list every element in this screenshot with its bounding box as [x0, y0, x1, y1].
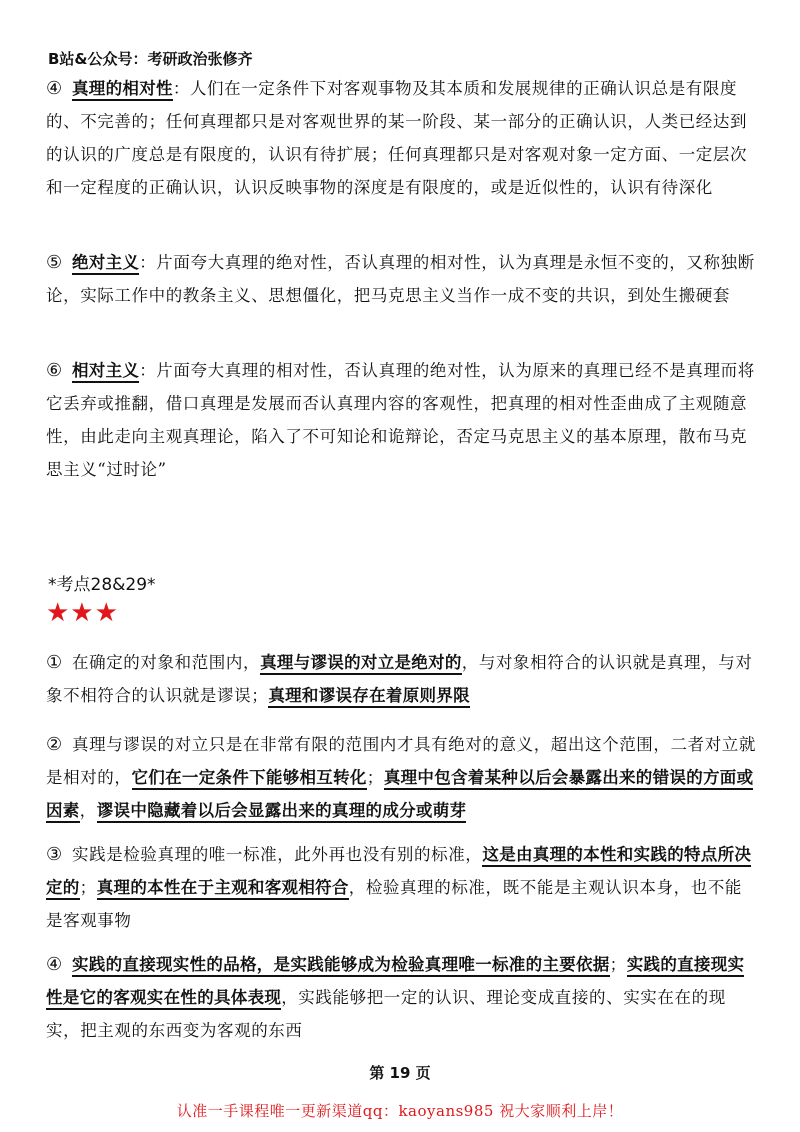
footer-notice: 认准一手课程唯一更新渠道qq：kaoyans985 祝大家顺利上岸！ — [176, 1102, 624, 1120]
key-phrase: 真理和谬误存在着原则界限 — [268, 686, 470, 708]
item-number: ④ — [46, 78, 63, 99]
key-phrase: 真理中包含着某种以后会暴露出来的错误的方面或因素 — [46, 768, 753, 823]
page-number: 第 19 页 — [369, 1064, 431, 1082]
key-phrase: 它们在一定条件下能够相互转化 — [132, 768, 367, 790]
key-phrase: 真理的相对性 — [72, 79, 173, 101]
item-number: ③ — [46, 844, 63, 865]
item-text — [46, 845, 751, 930]
section-title: *考点28&29* — [48, 575, 156, 595]
text-segment: ：片面夸大真理的相对性，否认真理的绝对性，认为原来的真理已经不是真理而将它丢弃或推翻，借口真理是发展而否认真理内容的客观性，把真理的相对性歪曲成了主观随意性，由此走向主观真理论，陷入了不可知论和诡辩论，否定马克思主义的基本原理，散布马克思主义“过时论” — [46, 361, 755, 479]
key-phrase: 真理与谬误的对立是绝对的 — [260, 653, 462, 675]
page-header: B站&公众号：考研政治张修齐 — [48, 50, 253, 68]
text-segment: ； — [79, 878, 97, 897]
item-text — [46, 653, 752, 708]
item-text — [46, 955, 744, 1040]
item-text — [46, 735, 756, 823]
key-phrase: 真理的本性在于主观和客观相符合 — [97, 878, 349, 900]
star-rating: ★★★ — [46, 598, 119, 628]
list-item — [46, 838, 758, 937]
item-text — [46, 79, 747, 197]
text-segment: 真理与谬误的对立只是在非常有限的范围内才具有绝对的意义，超出这个范围，二者对立就是相对的， — [46, 735, 756, 787]
item-number: ④ — [46, 954, 63, 975]
text-segment: ； — [609, 955, 627, 974]
list-item — [46, 354, 758, 486]
item-text — [46, 253, 755, 305]
item-text — [46, 361, 755, 479]
key-phrase: 绝对主义 — [72, 253, 139, 275]
text-segment: 在确定的对象和范围内， — [72, 653, 261, 672]
item-number: ⑤ — [46, 252, 63, 273]
list-item — [46, 728, 758, 827]
key-phrase: 实践的直接现实性是它的客观实在性的具体表现 — [46, 955, 744, 1010]
text-segment: ，实践能够把一定的认识、理论变成直接的、实实在在的现实，把主观的东西变为客观的东西 — [46, 988, 726, 1040]
key-phrase: 这是由真理的本性和实践的特点所决定的 — [46, 845, 751, 900]
text-segment: ：片面夸大真理的绝对性，否认真理的相对性，认为真理是永恒不变的，又称独断论，实际工作中的教条主义、思想僵化，把马克思主义当作一成不变的共识，到处生搬硬套 — [46, 253, 755, 305]
text-segment: ，检验真理的标准，既不能是主观认识本身，也不能是客观事物 — [46, 878, 743, 930]
key-phrase: 实践的直接现实性的品格，是实践能够成为检验真理唯一标准的主要依据 — [72, 955, 610, 977]
text-segment: ，与对象相符合的认识就是真理，与对象不相符合的认识就是谬误； — [46, 653, 753, 705]
list-item — [46, 646, 758, 712]
item-number: ① — [46, 652, 63, 673]
list-item — [46, 72, 758, 204]
text-segment: ， — [79, 801, 97, 820]
key-phrase: 谬误中隐藏着以后会显露出来的真理的成分或萌芽 — [97, 801, 467, 823]
key-phrase: 相对主义 — [72, 361, 139, 383]
text-segment: ； — [366, 768, 384, 787]
item-number: ② — [46, 734, 63, 755]
list-item — [46, 948, 758, 1047]
text-segment: 实践是检验真理的唯一标准，此外再也没有别的标准， — [72, 845, 483, 864]
list-item — [46, 246, 758, 312]
item-number: ⑥ — [46, 360, 63, 381]
text-segment: ：人们在一定条件下对客观事物及其本质和发展规律的正确认识总是有限度的、不完善的；任何真理都只是对客观世界的某一阶段、某一部分的正确认识，人类已经达到的认识的广度总是有限度的，认识有待扩展；任何真理都只是对客观对象一定方面、一定层次和一定程度的正确认识，认识反映事物的深度是有限度的，或是近似性的，认识有待深化 — [46, 79, 748, 197]
